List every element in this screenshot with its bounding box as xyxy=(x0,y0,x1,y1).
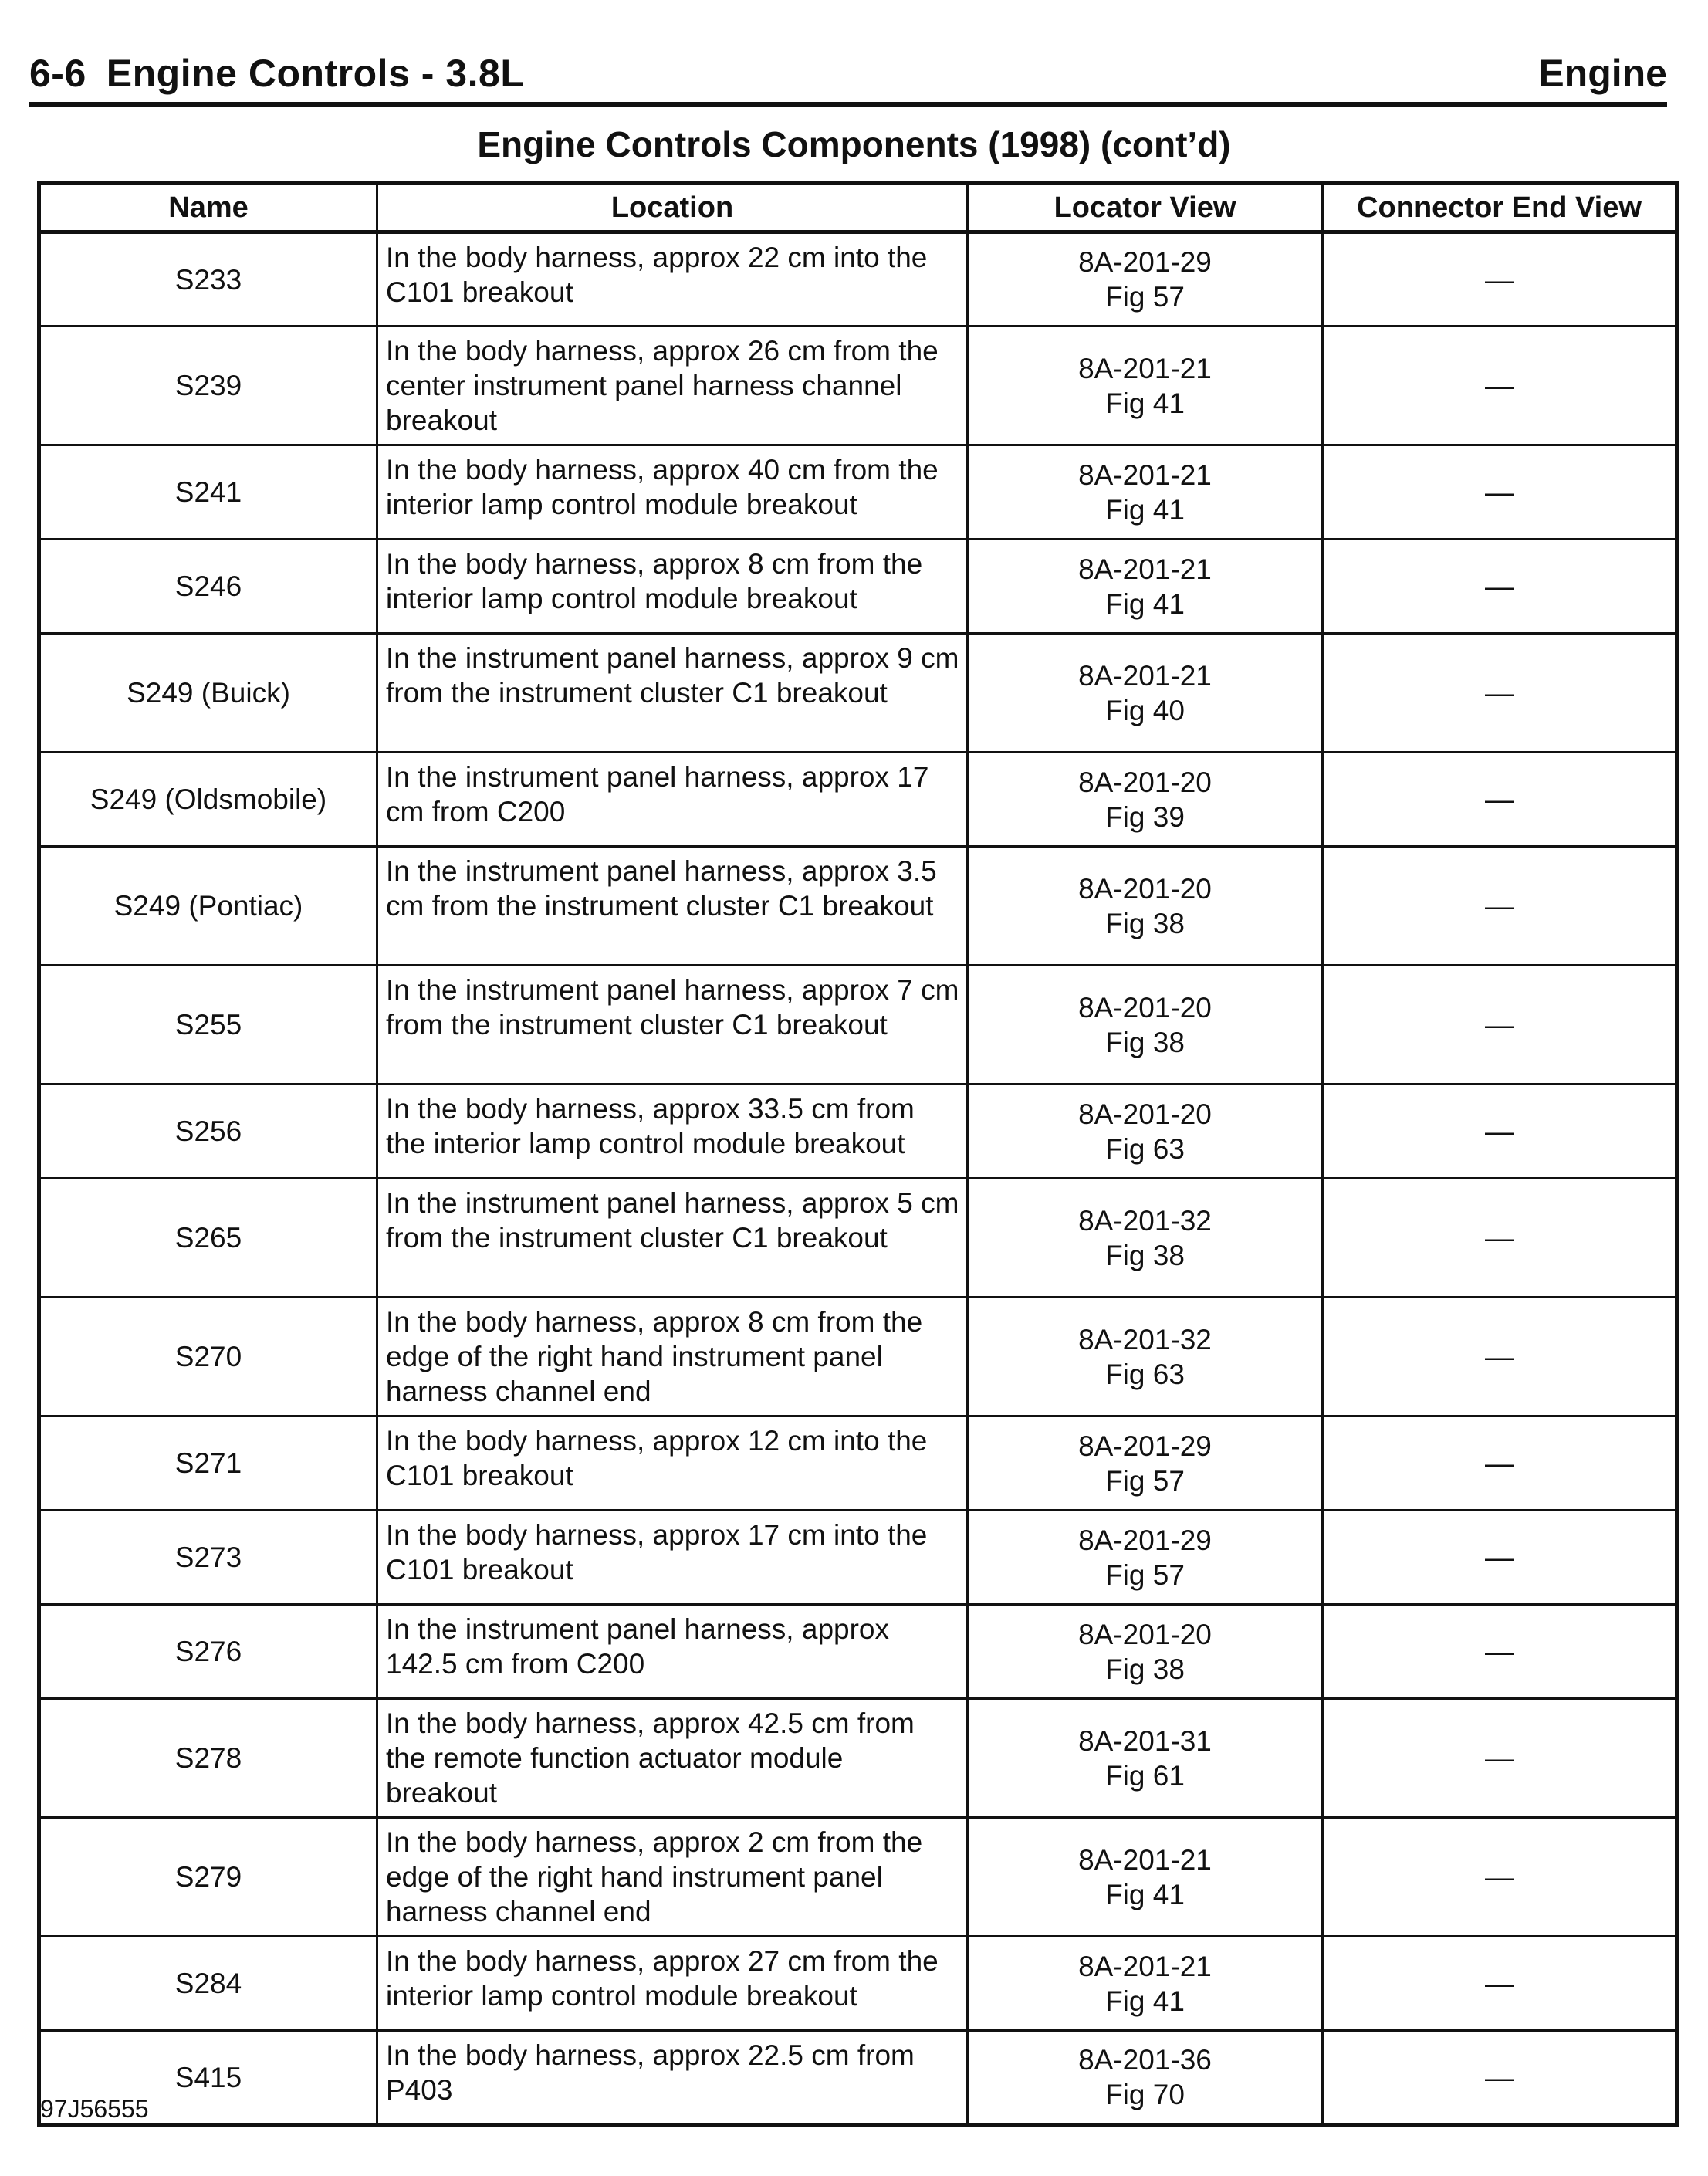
cell-location: In the instrument panel harness, approx 5 cm from the instrument cluster C1 breakout xyxy=(377,1179,968,1298)
locator-fig: Fig 63 xyxy=(1105,1358,1185,1390)
locator-fig: Fig 38 xyxy=(1105,1239,1185,1271)
locator-code: 8A-201-29 xyxy=(1078,1524,1212,1556)
chapter-name: Engine xyxy=(1538,52,1667,95)
cell-connector-end-view: — xyxy=(1323,1605,1677,1699)
locator-fig: Fig 70 xyxy=(1105,2079,1185,2110)
cell-location: In the body harness, approx 2 cm from the edge of the right hand instrument panel harness channel end xyxy=(377,1818,968,1937)
cell-locator-view xyxy=(968,847,1323,966)
cell-connector-end-view: — xyxy=(1323,1416,1677,1511)
cell-location: In the body harness, approx 8 cm from the interior lamp control module breakout xyxy=(377,540,968,634)
table-row xyxy=(39,753,1677,847)
table-row xyxy=(39,1605,1677,1699)
locator-code: 8A-201-36 xyxy=(1078,2044,1212,2076)
column-header-locator-view: Locator View xyxy=(968,184,1323,232)
locator-fig: Fig 39 xyxy=(1105,800,1185,833)
locator-fig: Fig 61 xyxy=(1105,1759,1185,1792)
locator-fig: Fig 41 xyxy=(1105,1985,1185,2017)
cell-connector-end-view: — xyxy=(1323,1298,1677,1416)
cell-connector-end-view: — xyxy=(1323,1818,1677,1937)
locator-fig: Fig 41 xyxy=(1105,1878,1185,1910)
table-row xyxy=(39,634,1677,753)
cell-locator-view xyxy=(968,1085,1323,1179)
column-header-name: Name xyxy=(39,184,377,232)
locator-code: 8A-201-20 xyxy=(1078,991,1212,1024)
cell-connector-end-view: — xyxy=(1323,1085,1677,1179)
locator-code: 8A-201-21 xyxy=(1078,1950,1212,1982)
cell-name: S241 xyxy=(39,445,377,540)
locator-fig: Fig 57 xyxy=(1105,281,1185,313)
cell-name: S249 (Pontiac) xyxy=(39,847,377,966)
locator-fig: Fig 57 xyxy=(1105,1558,1185,1591)
locator-code: 8A-201-20 xyxy=(1078,1618,1212,1650)
column-header-connector-end-view: Connector End View xyxy=(1323,184,1677,232)
cell-locator-view xyxy=(968,1298,1323,1416)
table-row xyxy=(39,847,1677,966)
locator-code: 8A-201-20 xyxy=(1078,1098,1212,1130)
cell-name: S239 xyxy=(39,327,377,445)
table-header xyxy=(39,184,1677,232)
table-row xyxy=(39,1416,1677,1511)
cell-locator-view xyxy=(968,753,1323,847)
cell-connector-end-view: — xyxy=(1323,753,1677,847)
cell-locator-view xyxy=(968,634,1323,753)
cell-name: S249 (Buick) xyxy=(39,634,377,753)
table-row xyxy=(39,232,1677,327)
cell-location: In the instrument panel harness, approx 3.5 cm from the instrument cluster C1 breakout xyxy=(377,847,968,966)
table-row xyxy=(39,1085,1677,1179)
cell-name: S246 xyxy=(39,540,377,634)
locator-code: 8A-201-32 xyxy=(1078,1323,1212,1355)
table-row xyxy=(39,1699,1677,1818)
cell-connector-end-view: — xyxy=(1323,847,1677,966)
locator-fig: Fig 63 xyxy=(1105,1132,1185,1165)
locator-fig: Fig 38 xyxy=(1105,1026,1185,1058)
cell-name: S271 xyxy=(39,1416,377,1511)
table-title: Engine Controls Components (1998) (cont’d) xyxy=(477,124,1231,164)
locator-code: 8A-201-21 xyxy=(1078,459,1212,491)
cell-locator-view xyxy=(968,2031,1323,2125)
table-row xyxy=(39,966,1677,1085)
table-body xyxy=(39,232,1677,2125)
table-row xyxy=(39,1818,1677,1937)
cell-location: In the body harness, approx 27 cm from the interior lamp control module breakout xyxy=(377,1937,968,2031)
cell-name: S255 xyxy=(39,966,377,1085)
locator-fig: Fig 38 xyxy=(1105,1653,1185,1685)
section-title: Engine Controls - 3.8L xyxy=(106,52,525,95)
cell-name: S270 xyxy=(39,1298,377,1416)
locator-code: 8A-201-29 xyxy=(1078,246,1212,278)
cell-locator-view xyxy=(968,1511,1323,1605)
cell-location: In the body harness, approx 17 cm into the C101 breakout xyxy=(377,1511,968,1605)
locator-code: 8A-201-21 xyxy=(1078,553,1212,585)
table-row xyxy=(39,1179,1677,1298)
cell-locator-view xyxy=(968,327,1323,445)
cell-connector-end-view: — xyxy=(1323,540,1677,634)
section-number: 6-6 xyxy=(29,52,86,95)
table-row xyxy=(39,327,1677,445)
page-header xyxy=(29,48,1667,107)
locator-code: 8A-201-21 xyxy=(1078,352,1212,384)
cell-connector-end-view: — xyxy=(1323,1937,1677,2031)
section-label xyxy=(29,51,524,96)
table-row xyxy=(39,540,1677,634)
cell-connector-end-view: — xyxy=(1323,2031,1677,2125)
cell-location: In the body harness, approx 8 cm from the edge of the right hand instrument panel harness channel end xyxy=(377,1298,968,1416)
cell-location: In the body harness, approx 12 cm into the C101 breakout xyxy=(377,1416,968,1511)
locator-fig: Fig 40 xyxy=(1105,694,1185,726)
cell-name: S278 xyxy=(39,1699,377,1818)
cell-name: S415 xyxy=(39,2031,377,2125)
table-row xyxy=(39,445,1677,540)
cell-name: S249 (Oldsmobile) xyxy=(39,753,377,847)
locator-fig: Fig 38 xyxy=(1105,907,1185,939)
cell-connector-end-view: — xyxy=(1323,966,1677,1085)
locator-code: 8A-201-21 xyxy=(1078,659,1212,692)
cell-connector-end-view: — xyxy=(1323,232,1677,327)
cell-location: In the body harness, approx 42.5 cm from the remote function actuator module breakout xyxy=(377,1699,968,1818)
cell-locator-view xyxy=(968,1416,1323,1511)
cell-locator-view xyxy=(968,966,1323,1085)
locator-code: 8A-201-32 xyxy=(1078,1204,1212,1237)
cell-locator-view xyxy=(968,1818,1323,1937)
cell-locator-view xyxy=(968,540,1323,634)
cell-connector-end-view: — xyxy=(1323,634,1677,753)
cell-location: In the body harness, approx 22.5 cm from P403 xyxy=(377,2031,968,2125)
table-row xyxy=(39,2031,1677,2125)
cell-location: In the body harness, approx 33.5 cm from the interior lamp control module breakout xyxy=(377,1085,968,1179)
locator-fig: Fig 41 xyxy=(1105,493,1185,526)
cell-name: S284 xyxy=(39,1937,377,2031)
cell-connector-end-view: — xyxy=(1323,445,1677,540)
cell-locator-view xyxy=(968,232,1323,327)
cell-location: In the body harness, approx 22 cm into the C101 breakout xyxy=(377,232,968,327)
cell-locator-view xyxy=(968,1937,1323,2031)
locator-code: 8A-201-21 xyxy=(1078,1843,1212,1876)
cell-location: In the instrument panel harness, approx 7 cm from the instrument cluster C1 breakout xyxy=(377,966,968,1085)
cell-name: S233 xyxy=(39,232,377,327)
cell-name: S265 xyxy=(39,1179,377,1298)
cell-connector-end-view: — xyxy=(1323,1511,1677,1605)
cell-connector-end-view: — xyxy=(1323,327,1677,445)
cell-locator-view xyxy=(968,1179,1323,1298)
cell-name: S276 xyxy=(39,1605,377,1699)
header-row xyxy=(39,184,1677,232)
cell-locator-view xyxy=(968,1699,1323,1818)
cell-location: In the body harness, approx 40 cm from the interior lamp control module breakout xyxy=(377,445,968,540)
table-row xyxy=(39,1937,1677,2031)
figure-id: 97J56555 xyxy=(40,2095,149,2123)
column-header-location: Location xyxy=(377,184,968,232)
cell-name: S279 xyxy=(39,1818,377,1937)
cell-locator-view xyxy=(968,445,1323,540)
locator-fig: Fig 41 xyxy=(1105,387,1185,419)
table-row xyxy=(39,1298,1677,1416)
cell-locator-view xyxy=(968,1605,1323,1699)
cell-connector-end-view: — xyxy=(1323,1699,1677,1818)
cell-name: S256 xyxy=(39,1085,377,1179)
locator-code: 8A-201-31 xyxy=(1078,1724,1212,1757)
cell-connector-end-view: — xyxy=(1323,1179,1677,1298)
cell-location: In the body harness, approx 26 cm from the center instrument panel harness channel breakout xyxy=(377,327,968,445)
cell-location: In the instrument panel harness, approx 142.5 cm from C200 xyxy=(377,1605,968,1699)
locator-fig: Fig 57 xyxy=(1105,1464,1185,1497)
table-row xyxy=(39,1511,1677,1605)
locator-code: 8A-201-29 xyxy=(1078,1430,1212,1462)
locator-code: 8A-201-20 xyxy=(1078,766,1212,798)
locator-fig: Fig 41 xyxy=(1105,587,1185,620)
components-table xyxy=(37,181,1679,2127)
cell-location: In the instrument panel harness, approx 17 cm from C200 xyxy=(377,753,968,847)
cell-location: In the instrument panel harness, approx 9 cm from the instrument cluster C1 breakout xyxy=(377,634,968,753)
cell-name: S273 xyxy=(39,1511,377,1605)
locator-code: 8A-201-20 xyxy=(1078,872,1212,905)
